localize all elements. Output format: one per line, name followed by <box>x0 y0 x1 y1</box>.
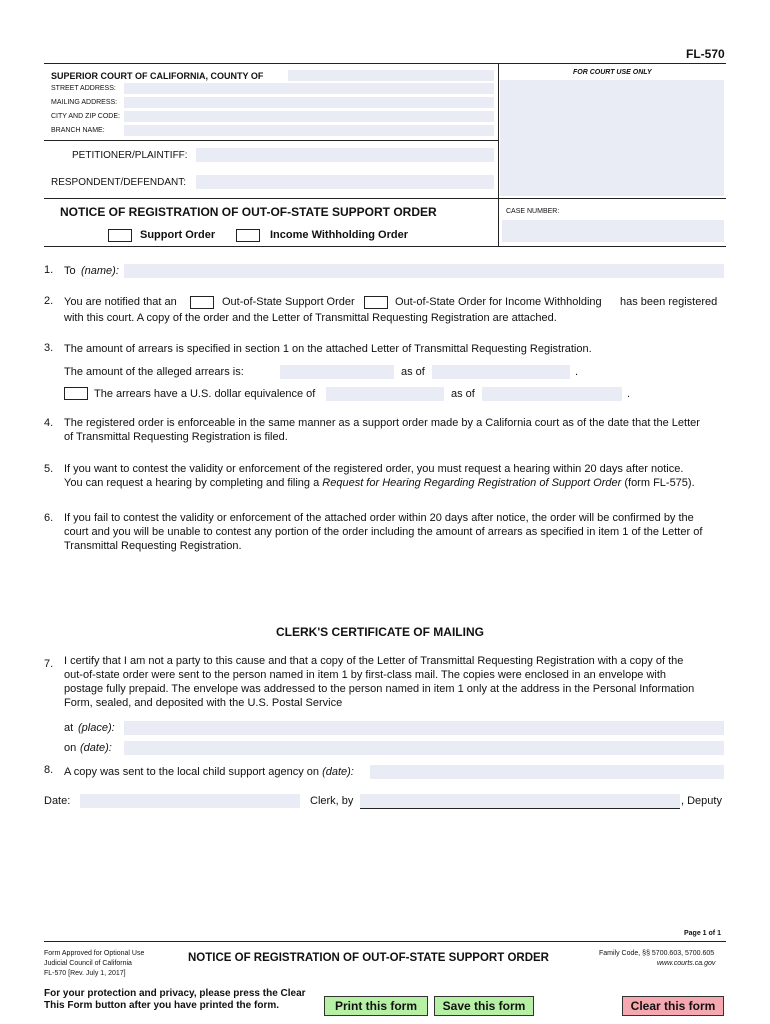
item-7-number: 7. <box>44 658 54 670</box>
form-number: FL-570 <box>686 47 725 61</box>
item-8-number: 8. <box>44 764 54 776</box>
item-6-line-1: If you fail to contest the validity or enforcement of the attached order within 20 days after notice, the order will be confirmed by the <box>64 512 694 524</box>
item-1-name-label: (name): <box>81 265 119 277</box>
page-number: Page 1 of 1 <box>684 930 721 937</box>
us-dollar-date-field[interactable] <box>482 387 622 401</box>
clear-button[interactable]: Clear this form <box>622 996 724 1016</box>
alleged-arrears-field[interactable] <box>280 365 394 379</box>
deputy-signature-line <box>360 808 680 809</box>
us-dollar-as-of: as of <box>451 388 475 400</box>
support-order-checkbox[interactable] <box>108 229 132 242</box>
form-title: NOTICE OF REGISTRATION OF OUT-OF-STATE SUPPORT ORDER <box>60 205 437 219</box>
item-5-line-2-text: You can request a hearing by completing and filing a <box>64 477 320 489</box>
footer-code: Family Code, §§ 5700.603, 5700.605 <box>599 950 715 957</box>
alleged-arrears-period: . <box>575 366 579 378</box>
court-use-field[interactable] <box>500 80 724 196</box>
footer-approved-2: Judicial Council of California <box>44 960 132 967</box>
street-address-label: STREET ADDRESS: <box>51 85 116 92</box>
footer-url: www.courts.ca.gov <box>657 960 716 967</box>
print-button[interactable]: Print this form <box>324 996 428 1016</box>
clerk-by-label: Clerk, by <box>310 795 354 807</box>
item-2-intro: You are notified that an <box>64 296 177 308</box>
alleged-arrears-label: The amount of the alleged arrears is: <box>64 366 244 378</box>
caption-divider-2 <box>44 198 726 199</box>
us-dollar-equivalence-field[interactable] <box>326 387 444 401</box>
place-field[interactable] <box>124 721 724 735</box>
item-8-label: A copy was sent to the local child support agency on <box>64 766 319 778</box>
petitioner-label: PETITIONER/PLAINTIFF: <box>72 150 188 161</box>
item-4-line-2: of Transmittal Requesting Registration is filed. <box>64 431 288 443</box>
footer-title: NOTICE OF REGISTRATION OF OUT-OF-STATE SUPPORT ORDER <box>188 952 549 964</box>
item-5-form-number: (form FL-575). <box>624 477 695 489</box>
item-3-number: 3. <box>44 342 54 354</box>
city-zip-field[interactable] <box>124 111 494 122</box>
alleged-arrears-as-of: as of <box>401 366 425 378</box>
privacy-note-1: For your protection and privacy, please press the Clear <box>44 988 306 999</box>
alleged-arrears-date-field[interactable] <box>432 365 570 379</box>
item-4-line-1: The registered order is enforceable in the same manner as a support order made by a California court as of the date that the Letter <box>64 417 700 429</box>
footer-approved-1: Form Approved for Optional Use <box>44 950 145 957</box>
item-8-text <box>64 766 354 778</box>
respondent-field[interactable] <box>196 175 494 189</box>
mailing-date-field[interactable] <box>124 741 724 755</box>
item-2-line-2: with this court. A copy of the order and the Letter of Transmittal Requesting Registration are attached. <box>64 312 557 324</box>
signature-date-field[interactable] <box>80 794 300 808</box>
item-1-name-field[interactable] <box>124 264 724 278</box>
out-of-state-support-label: Out-of-State Support Order <box>222 296 355 308</box>
date-label: Date: <box>44 795 71 807</box>
caption-bottom-border <box>44 246 726 247</box>
branch-name-label: BRANCH NAME: <box>51 127 105 134</box>
caption-top-border <box>44 63 726 64</box>
item-2-number: 2. <box>44 295 54 307</box>
item-5-number: 5. <box>44 463 54 475</box>
city-zip-label: CITY AND ZIP CODE: <box>51 113 120 120</box>
item-8-date-label: (date): <box>322 766 354 778</box>
out-of-state-support-checkbox[interactable] <box>190 296 214 309</box>
item-2-registered: has been registered <box>620 296 718 308</box>
court-use-label: FOR COURT USE ONLY <box>573 69 652 76</box>
out-of-state-income-label: Out-of-State Order for Income Withholding <box>395 296 602 308</box>
item-6-line-2: court and you will be unable to contest any portion of the order including the amount of arrears as specified in item 1 of the Letter of <box>64 526 703 538</box>
save-button[interactable]: Save this form <box>434 996 534 1016</box>
item-7-line-4: Form, sealed, and deposited with the U.S. Postal Service <box>64 697 343 709</box>
street-address-field[interactable] <box>124 83 494 94</box>
item-7-line-1: I certify that I am not a party to this cause and that a copy of the Letter of Transmittal Requesting Registration with a copy of the <box>64 655 684 667</box>
place-label: (place): <box>78 722 115 734</box>
mailing-address-field[interactable] <box>124 97 494 108</box>
out-of-state-income-checkbox[interactable] <box>364 296 388 309</box>
caption-divider-1 <box>44 140 498 141</box>
item-6-line-3: Transmittal Requesting Registration. <box>64 540 242 552</box>
item-3-line-1: The amount of arrears is specified in section 1 on the attached Letter of Transmittal Requesting Registration. <box>64 343 592 355</box>
item-5-line-1: If you want to contest the validity or enforcement of the registered order, you must request a hearing within 20 days after notice. <box>64 463 684 475</box>
item-7-line-3: postage fully prepaid. The envelope was addressed to the person named in item 1 only at the address in the Personal Information <box>64 683 695 695</box>
place-at: at <box>64 722 74 734</box>
case-number-field[interactable] <box>502 220 724 242</box>
us-dollar-equivalence-checkbox[interactable] <box>64 387 88 400</box>
item-6-number: 6. <box>44 512 54 524</box>
footer-rule <box>44 941 726 942</box>
court-name-label: SUPERIOR COURT OF CALIFORNIA, COUNTY OF <box>51 71 264 81</box>
mailing-date-label: (date): <box>80 742 112 754</box>
footer-approved-3: FL-570 [Rev. July 1, 2017] <box>44 970 126 977</box>
caption-vertical-divider <box>498 63 499 246</box>
respondent-label: RESPONDENT/DEFENDANT: <box>51 177 187 188</box>
item-5-form-title: Request for Hearing Regarding Registration of Support Order <box>322 477 622 489</box>
item-7-line-2: out-of-state order were sent to the person named in item 1 by first-class mail. The copies were enclosed in an envelope with <box>64 669 667 681</box>
item-4-number: 4. <box>44 417 54 429</box>
branch-name-field[interactable] <box>124 125 494 136</box>
petitioner-field[interactable] <box>196 148 494 162</box>
item-5-line-2 <box>64 477 695 489</box>
income-withholding-checkbox[interactable] <box>236 229 260 242</box>
item-1-number: 1. <box>44 264 54 276</box>
agency-date-field[interactable] <box>370 765 724 779</box>
item-1-to: To <box>64 265 76 277</box>
date-on: on <box>64 742 77 754</box>
support-order-label: Support Order <box>140 229 216 241</box>
case-number-label: CASE NUMBER: <box>506 208 560 215</box>
clerk-certificate-heading: CLERK'S CERTIFICATE OF MAILING <box>276 625 484 639</box>
county-field[interactable] <box>288 70 494 81</box>
mailing-address-label: MAILING ADDRESS: <box>51 99 118 106</box>
privacy-note-2: This Form button after you have printed the form. <box>44 1000 280 1011</box>
deputy-name-field[interactable] <box>360 794 680 808</box>
us-dollar-period: . <box>627 388 631 400</box>
income-withholding-label: Income Withholding Order <box>270 229 409 241</box>
us-dollar-equivalence-label: The arrears have a U.S. dollar equivalence of <box>94 388 316 400</box>
deputy-label: , Deputy <box>681 795 722 807</box>
